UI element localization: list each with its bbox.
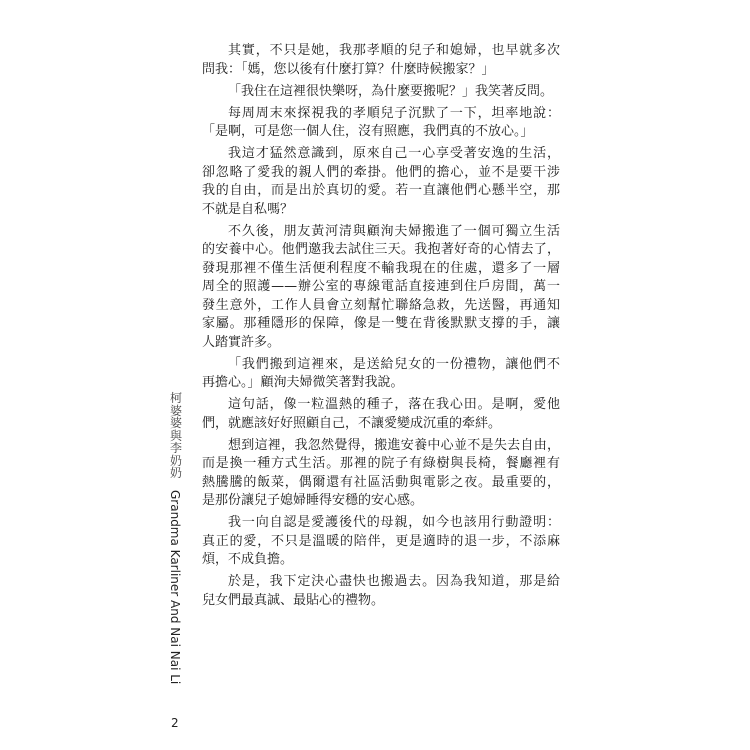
text-line: 我的自由，而是出於真切的愛。若一直讓他們心懸半空，那 bbox=[202, 183, 560, 198]
text-line: 的安養中心。他們邀我去試住三天。我抱著好奇的心情去了， bbox=[202, 242, 560, 257]
text-line: 再擔心。」顧洵夫婦微笑著對我說。 bbox=[202, 375, 404, 390]
text-line: 發生意外，工作人員會立刻幫忙聯絡急救，先送醫，再通知 bbox=[202, 297, 560, 313]
page-number: 2 bbox=[171, 716, 179, 730]
text-line: 「我住在這裡很快樂呀，為什麼要搬呢？」我笑著反問。 bbox=[228, 83, 554, 99]
paragraph bbox=[202, 105, 560, 142]
paragraph bbox=[202, 223, 560, 353]
text-line: 「我們搬到這裡來，是送給兒女的一份禮物，讓他們不 bbox=[228, 356, 560, 372]
paragraph bbox=[202, 396, 560, 433]
text-line: 不久後，朋友黃河清與顧洵夫婦搬進了一個可獨立生活 bbox=[228, 223, 560, 239]
text-line: 煩，不成負擔。 bbox=[202, 552, 294, 567]
text-line: 是那份讓兒子媳婦睡得安穩的安心感。 bbox=[202, 493, 424, 508]
text-line: 熱騰騰的飯菜，偶爾還有社區活動與電影之夜。最重要的， bbox=[202, 474, 560, 490]
paragraph bbox=[202, 356, 560, 393]
text-line: 人踏實許多。 bbox=[202, 334, 281, 350]
paragraph bbox=[202, 42, 560, 79]
paragraph bbox=[202, 514, 560, 570]
text-line: 每周周末來探視我的孝順兒子沉默了一下，坦率地說： bbox=[228, 105, 560, 121]
text-line: 我一向自認是愛護後代的母親，如今也該用行動證明： bbox=[228, 515, 560, 530]
text-line: 想到這裡，我忽然覺得，搬進安養中心並不是失去自由， bbox=[228, 437, 560, 453]
text-line: 們，就應該好好照顧自己，不讓愛變成沉重的牽絆。 bbox=[202, 415, 502, 431]
text-line: 家屬。那種隱形的保障，像是一雙在背後默默支撐的手，讓 bbox=[202, 316, 560, 331]
running-head-english-title: Grandma Karliner And Nai Nai Li bbox=[168, 490, 182, 685]
text-line: 兒女們最真誠、最貼心的禮物。 bbox=[202, 592, 385, 608]
text-line: 卻忽略了愛我的親人們的牽掛。他們的擔心，並不是要干涉 bbox=[202, 164, 560, 180]
text-line: 「是啊，可是您一個人住，沒有照應，我們真的不放心。」 bbox=[202, 124, 534, 139]
paragraph bbox=[202, 83, 560, 102]
text-line: 周全的照護——辦公室的專線電話直接連到住戶房間，萬一 bbox=[202, 279, 560, 294]
paragraph bbox=[202, 573, 560, 610]
text-line: 於是，我下定決心盡快也搬過去。因為我知道，那是給 bbox=[228, 574, 560, 589]
text-line: 問我：「媽，您以後有什麼打算？什麼時候搬家？」 bbox=[202, 61, 495, 77]
text-line: 真正的愛，不只是溫暖的陪伴，更是適時的退一步，不添麻 bbox=[202, 533, 560, 549]
running-head-chinese-title: 柯婆婆與李奶奶 bbox=[169, 391, 182, 480]
paragraph bbox=[202, 437, 560, 511]
text-line: 發現那裡不僅生活便利程度不輸我現在的住處，還多了一層 bbox=[202, 260, 560, 276]
text-line: 這句話，像一粒溫熱的種子，落在我心田。是啊，愛他 bbox=[228, 397, 560, 412]
paragraph bbox=[202, 145, 560, 219]
body-text bbox=[202, 42, 560, 614]
text-line: 不就是自私嗎？ bbox=[202, 201, 294, 217]
text-line: 而是換一種方式生活。那裡的院子有綠樹與長椅，餐廳裡有 bbox=[202, 456, 560, 471]
text-line: 其實，不只是她，我那孝順的兒子和媳婦，也早就多次 bbox=[228, 43, 560, 58]
text-line: 我這才猛然意識到，原來自己一心享受著安逸的生活， bbox=[228, 146, 560, 161]
